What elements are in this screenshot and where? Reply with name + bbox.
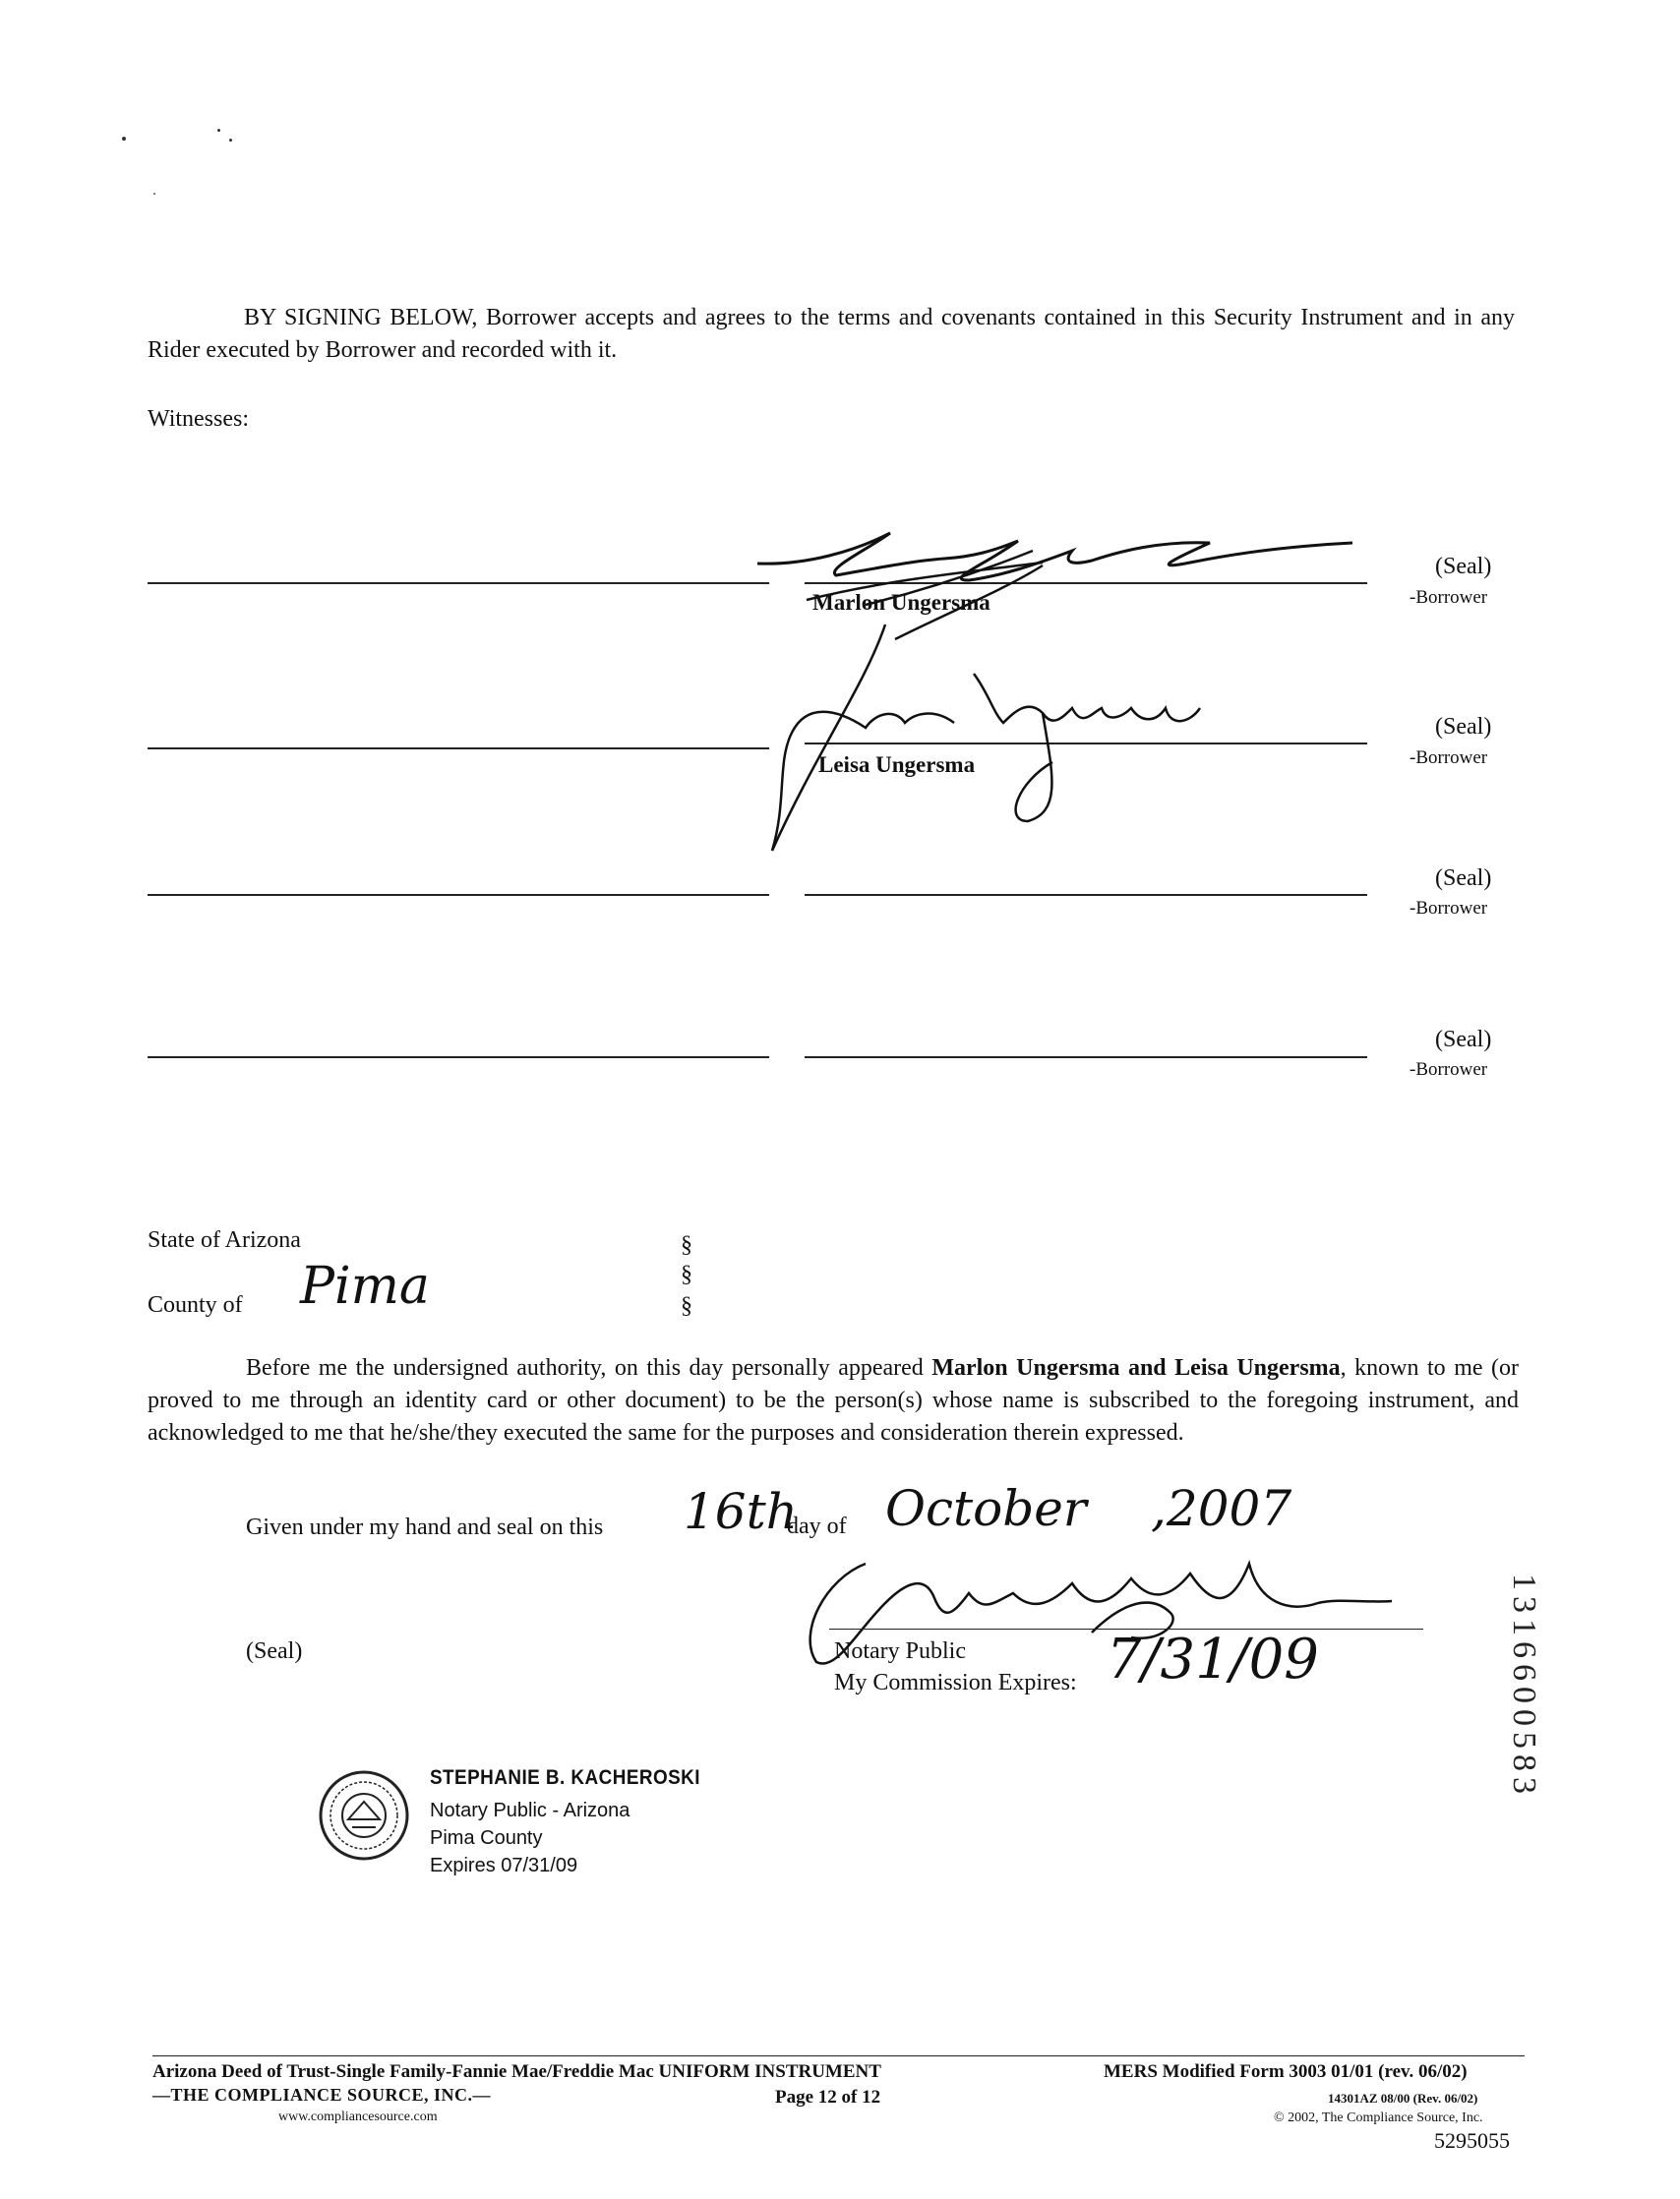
scan-speck: [229, 139, 232, 142]
acknowledgment-paragraph: [148, 1352, 1519, 1450]
footer-left-company: —THE COMPLIANCE SOURCE, INC.—: [152, 2085, 492, 2105]
notary-title: Notary Public: [834, 1638, 966, 1664]
borrower-name-2: Leisa Ungersma: [818, 752, 976, 777]
section-mark-1: §: [681, 1232, 692, 1258]
given-prefix: Given under my hand and seal on this: [246, 1515, 604, 1540]
seal-label-4: (Seal): [1435, 1027, 1492, 1052]
witness-line-4: [148, 1056, 769, 1058]
stamp-line-2: Notary Public - Arizona: [430, 1800, 630, 1821]
seal-label-1: (Seal): [1435, 554, 1492, 579]
borrower-label-3: -Borrower: [1410, 898, 1488, 919]
borrower-label-2: -Borrower: [1410, 747, 1488, 768]
notary-seal-label: (Seal): [246, 1638, 303, 1664]
signature-line-3: [805, 894, 1367, 896]
seal-label-2: (Seal): [1435, 714, 1492, 740]
ack-names: Marlon Ungersma and Leisa Ungersma: [931, 1355, 1341, 1381]
given-day-handwritten: 16th: [684, 1483, 798, 1540]
state-label: State of Arizona: [148, 1227, 301, 1253]
footer-rule: [152, 2055, 1525, 2056]
margin-stamp-number: 1316600583: [1506, 1574, 1542, 1800]
witness-line-1: [148, 582, 769, 584]
witnesses-label: Witnesses:: [148, 406, 250, 432]
borrower-label-1: -Borrower: [1410, 587, 1488, 608]
section-mark-3: §: [681, 1293, 692, 1319]
ack-rest: , known to me (or proved to me through an identity card or other document) to be the person(s) whose name is subscribed to the foregoing instrument, and acknowledged to me that he/she/they executed the same for the purposes and consideration therein expressed.: [148, 1355, 1520, 1446]
footer-left-url: www.compliancesource.com: [278, 2110, 438, 2124]
scan-speck: [122, 137, 126, 141]
intro-lead: BY SIGNING BELOW,: [244, 305, 478, 330]
given-day-of: day of: [787, 1514, 847, 1539]
footer-page: Page 12 of 12: [775, 2087, 881, 2108]
scan-speck: [217, 129, 220, 132]
seal-label-3: (Seal): [1435, 865, 1492, 891]
footer-right-form: MERS Modified Form 3003 01/01 (rev. 06/02): [1104, 2061, 1468, 2082]
footer-right-copyright: © 2002, The Compliance Source, Inc.: [1274, 2110, 1483, 2125]
notary-seal-emblem: [317, 1768, 411, 1863]
commission-label: My Commission Expires:: [834, 1670, 1077, 1695]
stamp-line-3: Pima County: [430, 1827, 543, 1849]
scan-speck: [153, 193, 155, 195]
section-mark-2: §: [681, 1262, 692, 1287]
intro-text: Borrower accepts and agrees to the terms and covenants contained in this Security Instrument and in any Rider executed by Borrower and recorded with it.: [148, 305, 1516, 363]
borrower-label-4: -Borrower: [1410, 1059, 1488, 1080]
footer-left-title: Arizona Deed of Trust-Single Family-Fannie Mae/Freddie Mac UNIFORM INSTRUMENT: [152, 2061, 881, 2082]
commission-handwritten: 7/31/09: [1107, 1628, 1319, 1692]
witness-line-2: [148, 747, 769, 749]
footer-right-code: 14301AZ 08/00 (Rev. 06/02): [1328, 2091, 1478, 2106]
signature-leisa: [757, 615, 1210, 861]
stamp-name: STEPHANIE B. KACHEROSKI: [430, 1766, 700, 1789]
borrower-name-1: Marlon Ungersma: [812, 590, 990, 615]
ack-lead: Before me the undersigned authority, on this day personally appeared: [246, 1355, 924, 1381]
witness-line-3: [148, 894, 769, 896]
given-year-handwritten: ,2007: [1151, 1480, 1292, 1537]
county-handwritten: Pima: [300, 1257, 430, 1316]
county-label: County of: [148, 1292, 243, 1318]
stamp-line-4: Expires 07/31/09: [430, 1855, 578, 1876]
footer-right-number: 5295055: [1434, 2128, 1510, 2153]
given-month-handwritten: October: [885, 1480, 1087, 1537]
intro-paragraph: [148, 302, 1515, 367]
signature-line-4: [805, 1056, 1367, 1058]
